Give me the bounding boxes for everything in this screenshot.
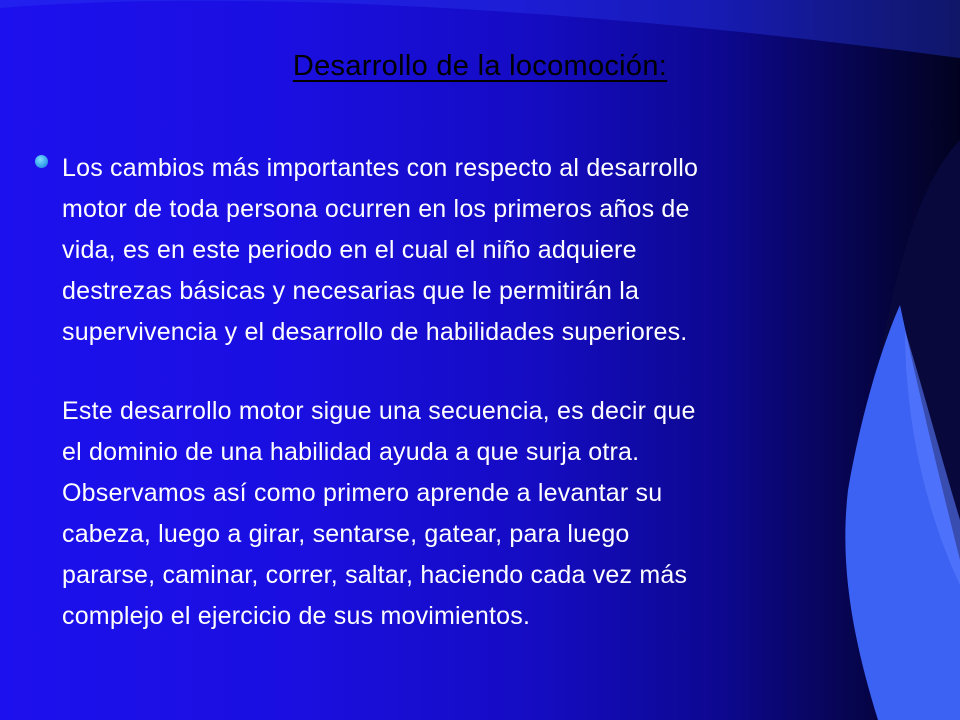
- text-line: vida, es en este periodo en el cual el niño adquiere: [62, 236, 637, 264]
- text-line: pararse, caminar, correr, saltar, haciendo cada vez más: [62, 561, 688, 589]
- text-line: Los cambios más importantes con respecto al desarrollo: [62, 154, 699, 182]
- body-text: [62, 148, 882, 637]
- text-line: Este desarrollo motor sigue una secuencia, es decir que: [62, 397, 696, 425]
- text-line: el dominio de una habilidad ayuda a que surja otra.: [62, 438, 640, 466]
- slide-title: [0, 50, 960, 83]
- paragraph-2: [62, 391, 882, 637]
- bullet-dot: [35, 155, 48, 168]
- text-line: cabeza, luego a girar, sentarse, gatear, para luego: [62, 520, 630, 548]
- text-line: motor de toda persona ocurren en los primeros años de: [62, 195, 690, 223]
- text-line: destrezas básicas y necesarias que le permitirán la: [62, 277, 640, 305]
- text-line: complejo el ejercicio de sus movimientos.: [62, 602, 531, 630]
- title-text: Desarrollo de la locomoción:: [292, 50, 668, 82]
- text-line: supervivencia y el desarrollo de habilidades superiores.: [62, 318, 688, 346]
- text-line: Observamos así como primero aprende a levantar su: [62, 479, 663, 507]
- paragraph-1: [62, 148, 882, 353]
